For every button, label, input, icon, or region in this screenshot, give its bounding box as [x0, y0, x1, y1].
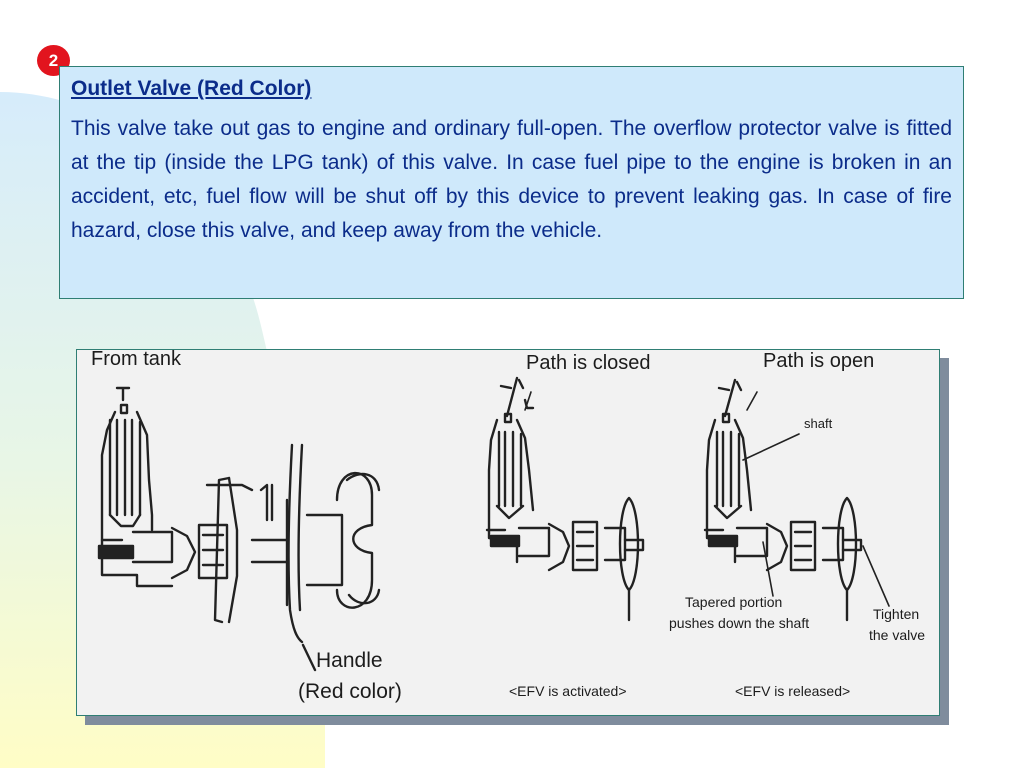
valve-diagram-drawing	[77, 350, 939, 715]
valve-diagram-figure	[76, 349, 940, 716]
textbox-title: Outlet Valve (Red Color)	[71, 77, 312, 100]
label-path-open: Path is open	[763, 350, 875, 372]
efv-released-drawing	[705, 380, 889, 620]
label-from-tank: From tank	[91, 348, 182, 370]
outlet-valve-textbox	[59, 66, 964, 299]
label-shaft: shaft	[804, 416, 833, 431]
efv-activated-drawing	[487, 378, 643, 620]
label-handle-line1: Handle	[316, 649, 383, 672]
label-path-closed: Path is closed	[526, 352, 651, 374]
label-tighten-line1: Tighten	[873, 606, 920, 622]
label-handle-line2: (Red color)	[298, 680, 402, 703]
outlet-valve-drawing	[99, 388, 379, 670]
label-efv-released: <EFV is released>	[735, 683, 851, 699]
label-tapered-line1: Tapered portion	[685, 594, 783, 610]
label-efv-activated: <EFV is activated>	[509, 683, 627, 699]
label-tapered-line2: pushes down the shaft	[669, 615, 810, 631]
textbox-body: This valve take out gas to engine and ordinary full-open. The overflow protector valve is fitted at the tip (inside the LPG tank) of this valve. In case fuel pipe to the engine is broken in an accident, etc, fuel flow will be shut off by this device to prevent leaking gas. In case of fire hazard, close this valve, and keep away from the vehicle.	[71, 117, 952, 242]
slide-number-badge: 2	[37, 45, 70, 76]
label-tighten-line2: the valve	[869, 627, 926, 643]
